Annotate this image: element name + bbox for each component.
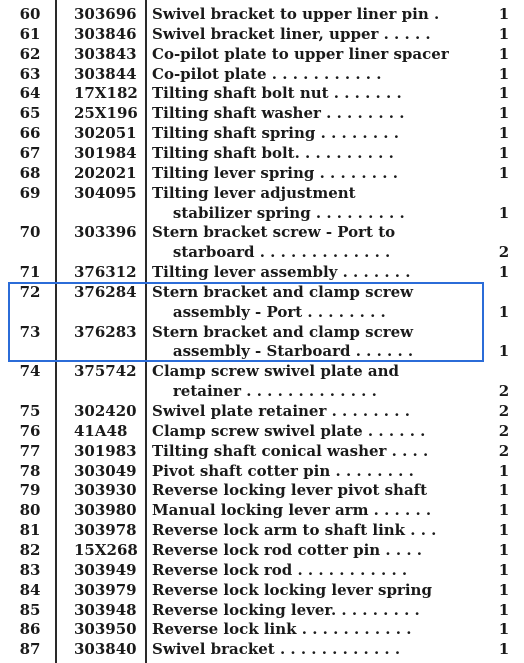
item-number: 64 bbox=[19, 84, 41, 103]
part-number: 303930 bbox=[74, 481, 137, 500]
item-number: 65 bbox=[19, 104, 41, 123]
item-number: 63 bbox=[19, 64, 41, 83]
part-description: stabilizer spring . . . . . . . . . bbox=[152, 203, 405, 222]
part-number: 303978 bbox=[74, 521, 137, 540]
part-number: 202021 bbox=[74, 163, 137, 182]
item-number: 84 bbox=[19, 580, 41, 599]
part-number: 303979 bbox=[74, 580, 137, 599]
part-description: retainer . . . . . . . . . . . . . bbox=[152, 382, 377, 401]
quantity: 2 bbox=[498, 441, 510, 460]
item-number: 85 bbox=[19, 600, 41, 619]
quantity: 1 bbox=[498, 461, 510, 480]
quantity: 1 bbox=[498, 600, 510, 619]
quantity: 1 bbox=[498, 124, 510, 143]
item-number: 62 bbox=[19, 44, 41, 63]
item-number: 87 bbox=[19, 640, 41, 659]
part-number: 302420 bbox=[74, 402, 137, 420]
part-description: Tilting shaft bolt nut . . . . . . . bbox=[152, 84, 402, 103]
part-description: starboard . . . . . . . . . . . . . bbox=[152, 243, 391, 262]
part-description: assembly - Port . . . . . . . . bbox=[152, 302, 386, 321]
quantity: 1 bbox=[498, 302, 510, 321]
part-description: Clamp screw swivel plate and bbox=[152, 362, 400, 381]
quantity: 2 bbox=[498, 402, 510, 420]
item-number: 80 bbox=[19, 501, 41, 520]
part-number: 304095 bbox=[74, 183, 137, 202]
item-number: 71 bbox=[19, 263, 41, 282]
quantity: 1 bbox=[498, 24, 510, 43]
item-number: 78 bbox=[19, 461, 41, 480]
part-number: 303846 bbox=[74, 24, 137, 43]
part-description: Tilting lever adjustment bbox=[152, 183, 356, 202]
part-description: Manual locking lever arm . . . . . . bbox=[152, 501, 432, 520]
part-number: 25X196 bbox=[74, 104, 138, 123]
part-number: 303949 bbox=[74, 560, 137, 579]
quantity: 1 bbox=[498, 163, 510, 182]
part-number: 376284 bbox=[74, 282, 137, 301]
part-description: assembly - Starboard . . . . . . bbox=[152, 342, 414, 361]
quantity: 1 bbox=[498, 84, 510, 103]
part-description: Stern bracket and clamp screw bbox=[152, 282, 414, 301]
quantity: 1 bbox=[498, 620, 510, 639]
part-description: Tilting lever assembly . . . . . . . bbox=[152, 263, 411, 282]
part-description: Swivel bracket . . . . . . . . . . . . bbox=[152, 640, 401, 659]
item-number: 73 bbox=[19, 322, 41, 341]
part-description: Swivel bracket liner, upper . . . . . bbox=[152, 24, 431, 43]
quantity: 1 bbox=[498, 640, 510, 659]
quantity: 1 bbox=[498, 521, 510, 540]
quantity: 2 bbox=[498, 421, 510, 440]
part-description: Tilting shaft conical washer . . . . bbox=[152, 441, 429, 460]
quantity: 1 bbox=[498, 560, 510, 579]
item-number: 79 bbox=[19, 481, 41, 500]
part-number: 303843 bbox=[74, 44, 137, 63]
part-number: 17X182 bbox=[74, 84, 138, 103]
quantity: 1 bbox=[498, 64, 510, 83]
quantity: 1 bbox=[498, 501, 510, 520]
part-description: Swivel plate retainer . . . . . . . . bbox=[152, 402, 410, 420]
part-description: Reverse locking lever pivot shaft bbox=[152, 481, 428, 500]
quantity: 2 bbox=[498, 382, 510, 401]
item-number: 69 bbox=[19, 183, 41, 202]
part-description: Reverse lock locking lever spring bbox=[152, 580, 432, 599]
part-description: Swivel bracket to upper liner pin . bbox=[152, 5, 440, 23]
part-number: 376312 bbox=[74, 263, 137, 282]
item-number: 77 bbox=[19, 441, 41, 460]
part-description: Reverse lock link . . . . . . . . . . . bbox=[152, 620, 412, 639]
part-description: Co-pilot plate to upper liner spacer bbox=[152, 44, 449, 63]
quantity: 1 bbox=[498, 203, 510, 222]
item-number: 81 bbox=[19, 521, 41, 540]
part-number: 303696 bbox=[74, 5, 137, 23]
item-number: 82 bbox=[19, 540, 41, 559]
item-number: 61 bbox=[19, 24, 41, 43]
item-number: 83 bbox=[19, 560, 41, 579]
part-description: Reverse lock arm to shaft link . . . bbox=[152, 521, 437, 540]
part-number: 376283 bbox=[74, 322, 137, 341]
part-number: 303049 bbox=[74, 461, 137, 480]
quantity: 1 bbox=[498, 342, 510, 361]
part-description: Reverse locking lever. . . . . . . . . bbox=[152, 600, 420, 619]
part-description: Reverse lock rod . . . . . . . . . . . bbox=[152, 560, 408, 579]
part-number: 375742 bbox=[74, 362, 137, 381]
quantity: 1 bbox=[498, 580, 510, 599]
item-number: 68 bbox=[19, 163, 41, 182]
item-number: 70 bbox=[19, 223, 41, 242]
item-number: 66 bbox=[19, 124, 41, 143]
part-number: 303948 bbox=[74, 600, 137, 619]
part-description: Tilting shaft bolt. . . . . . . . . . bbox=[152, 143, 394, 162]
item-number: 86 bbox=[19, 620, 41, 639]
quantity: 1 bbox=[498, 263, 510, 282]
quantity: 1 bbox=[498, 481, 510, 500]
part-description: Reverse lock rod cotter pin . . . . bbox=[152, 540, 422, 559]
item-number: 67 bbox=[19, 143, 41, 162]
part-description: Pivot shaft cotter pin . . . . . . . . bbox=[152, 461, 414, 480]
part-number: 301983 bbox=[74, 441, 137, 460]
part-number: 303950 bbox=[74, 620, 137, 639]
part-number: 303840 bbox=[74, 640, 137, 659]
part-description: Clamp screw swivel plate . . . . . . bbox=[152, 421, 426, 440]
part-number: 15X268 bbox=[74, 540, 138, 559]
part-number: 41A48 bbox=[74, 421, 128, 440]
part-number: 303980 bbox=[74, 501, 137, 520]
quantity: 1 bbox=[498, 5, 510, 23]
quantity: 1 bbox=[498, 540, 510, 559]
part-number: 303844 bbox=[74, 64, 137, 83]
part-number: 301984 bbox=[74, 143, 137, 162]
part-description: Co-pilot plate . . . . . . . . . . . bbox=[152, 64, 382, 83]
quantity: 2 bbox=[498, 243, 510, 262]
item-number: 60 bbox=[19, 5, 41, 23]
item-number: 76 bbox=[19, 421, 41, 440]
part-description: Tilting shaft spring . . . . . . . . bbox=[152, 124, 399, 143]
part-description: Tilting lever spring . . . . . . . . bbox=[152, 163, 398, 182]
quantity: 1 bbox=[498, 44, 510, 63]
part-description: Stern bracket screw - Port to bbox=[152, 223, 396, 242]
part-description: Stern bracket and clamp screw bbox=[152, 322, 414, 341]
item-number: 74 bbox=[19, 362, 41, 381]
part-number: 302051 bbox=[74, 124, 137, 143]
part-description: Tilting shaft washer . . . . . . . . bbox=[152, 104, 405, 123]
item-number: 72 bbox=[19, 282, 41, 301]
item-number: 75 bbox=[19, 402, 41, 420]
part-number: 303396 bbox=[74, 223, 137, 242]
quantity: 1 bbox=[498, 143, 510, 162]
quantity: 1 bbox=[498, 104, 510, 123]
